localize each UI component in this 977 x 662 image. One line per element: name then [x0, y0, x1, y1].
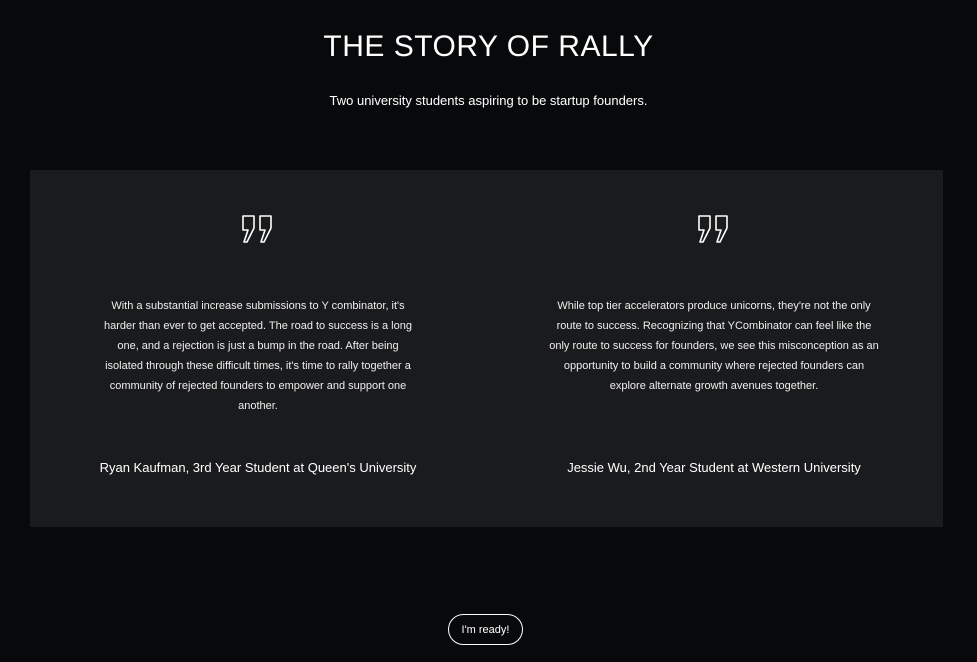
quote-icon	[486, 214, 942, 249]
im-ready-button[interactable]: I'm ready!	[448, 614, 523, 645]
testimonial-author: Jessie Wu, 2nd Year Student at Western University	[567, 460, 861, 475]
testimonial	[30, 170, 486, 527]
testimonial-text: With a substantial increase submissions to Y combinator, it's harder than ever to get accepted. The road to success is a long one, and a rejection is just a bump in the road. After being isolated through these difficult times, it's time to rally together a community of rejected founders to empower and support one another.	[104, 300, 412, 412]
testimonial-text: While top tier accelerators produce unicorns, they're not the only route to success. Recognizing that YCombinator can feel like the only route to success for founders, we see this misconception as an opportunity to build a community where rejected founders can explore alternate growth avenues together.	[549, 300, 879, 392]
testimonial-author: Ryan Kaufman, 3rd Year Student at Queen's University	[99, 460, 417, 475]
testimonial	[486, 170, 942, 527]
page-title: THE STORY OF RALLY	[323, 30, 654, 63]
page-subtitle: Two university students aspiring to be startup founders.	[329, 93, 648, 108]
quote-icon	[30, 214, 486, 249]
testimonials-card	[30, 170, 943, 527]
